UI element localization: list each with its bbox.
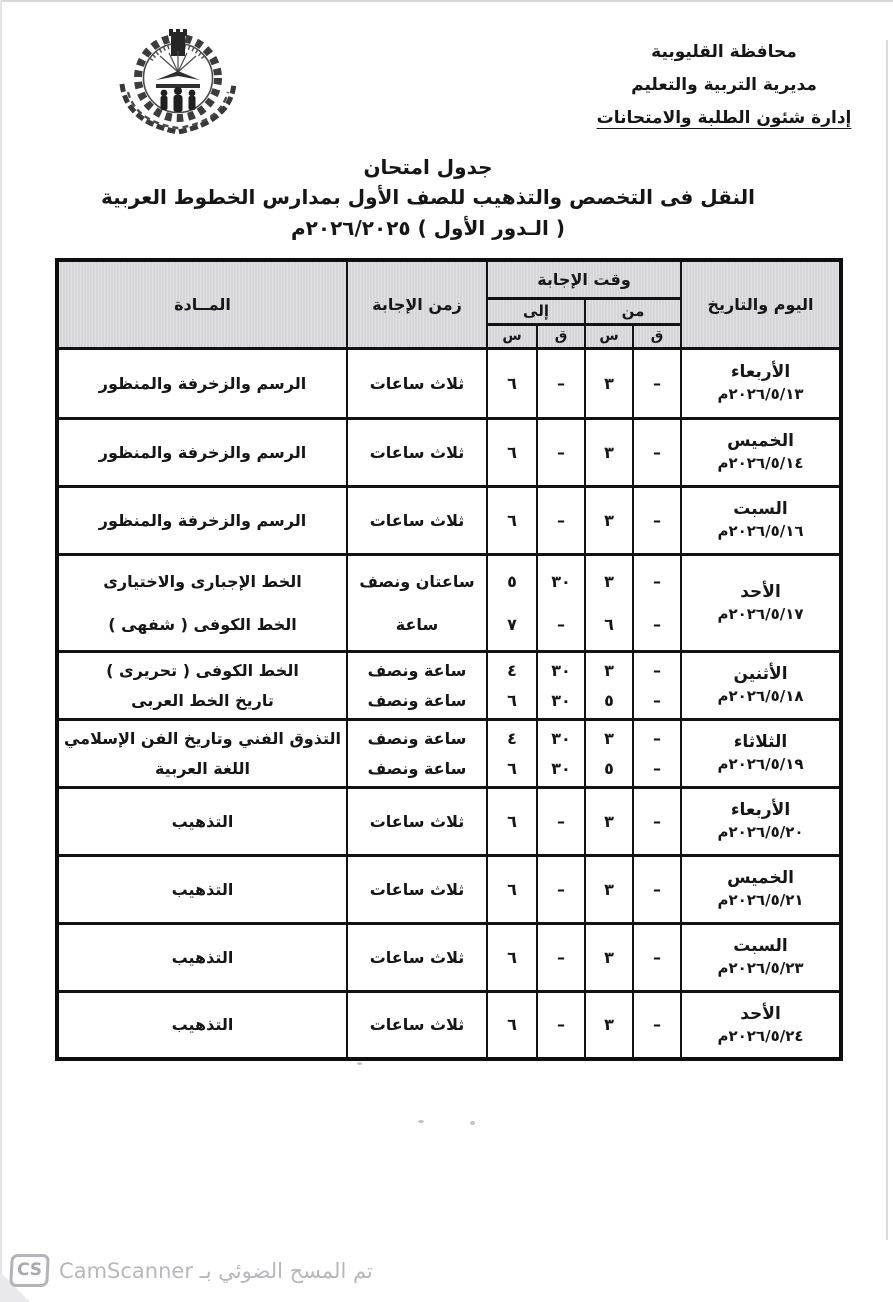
- from-hours-cell: [585, 651, 633, 719]
- day-date-cell: [681, 991, 841, 1059]
- from-hours-cell: [585, 418, 633, 486]
- schedule-header: [57, 260, 841, 348]
- from-minutes-cell-line: –: [653, 690, 661, 710]
- day-date: ٢٠٢٦/٥/١٧م: [717, 604, 804, 623]
- to-minutes-cell: [537, 348, 585, 418]
- duration-cell-line: ثلاث ساعات: [369, 947, 465, 967]
- from-minutes-cell: [633, 418, 681, 486]
- day-date-cell: [681, 554, 841, 651]
- from-minutes-cell: [633, 855, 681, 923]
- to-minutes-cell-line: –: [557, 811, 565, 831]
- duration-cell: [347, 418, 487, 486]
- title-line-exam-schedule: جدول امتحان: [363, 155, 493, 179]
- day-date: ٢٠٢٦/٥/٢٠م: [717, 823, 804, 841]
- to-minutes-cell-line: –: [557, 614, 565, 634]
- to-hours-cell-line: ٦: [507, 1015, 517, 1035]
- scan-edge-right: [886, 40, 888, 1240]
- table-row: [57, 923, 841, 991]
- subject-cell-line: الخط الكوفى ( شفهى ): [108, 614, 297, 634]
- to-minutes-cell-line: ٣٠: [551, 728, 571, 748]
- to-hours-cell-line: ٦: [507, 442, 517, 462]
- subject-cell-line: الخط الإجبارى والاختيارى: [103, 571, 302, 591]
- to-hours-cell: [487, 348, 537, 418]
- from-hours-cell-line: ٣: [604, 571, 614, 591]
- to-minutes-cell-line: ٣٠: [551, 660, 571, 680]
- day-date-cell: [681, 651, 841, 719]
- to-minutes-header: ق: [537, 324, 585, 348]
- table-row: [57, 991, 841, 1059]
- to-minutes-cell-line: –: [557, 1015, 565, 1035]
- to-header: إلى: [487, 298, 585, 324]
- to-hours-cell: [487, 787, 537, 855]
- from-minutes-cell: [633, 348, 681, 418]
- to-minutes-cell-line: –: [557, 510, 565, 530]
- day-name: الخميس: [727, 868, 794, 888]
- from-minutes-cell-line: –: [653, 1015, 661, 1035]
- from-hours-cell-line: ٣: [604, 811, 614, 831]
- table-row: [57, 855, 841, 923]
- from-header: من: [585, 298, 681, 324]
- from-minutes-cell: [633, 719, 681, 787]
- duration-cell-line: ساعة ونصف: [367, 758, 467, 778]
- subject-cell-line: اللغة العربية: [154, 758, 251, 778]
- to-hours-cell-line: ٦: [507, 690, 517, 710]
- day-date: ٢٠٢٦/٥/٢١م: [717, 891, 804, 909]
- answer-time-header: وقت الإجابة: [487, 260, 681, 298]
- subject-cell: [57, 923, 347, 991]
- day-date: ٢٠٢٦/٥/١٣م: [717, 385, 804, 403]
- subject-cell: [57, 719, 347, 787]
- from-hours-cell: [585, 787, 633, 855]
- subject-cell-line: الرسم والزخرفة والمنظور: [98, 373, 307, 393]
- emblem-graphic: [106, 26, 250, 144]
- subject-cell-line: الرسم والزخرفة والمنظور: [98, 510, 307, 530]
- duration-cell-line: ثلاث ساعات: [369, 510, 465, 530]
- subject-cell-line: الخط الكوفى ( تحريرى ): [106, 660, 299, 680]
- table-row: [57, 348, 841, 418]
- day-date: ٢٠٢٦/٥/١٨م: [717, 687, 804, 705]
- schedule-table-body: [57, 348, 841, 1059]
- from-hours-cell-line: ٣: [604, 660, 614, 680]
- day-name: الأثنين: [733, 664, 788, 684]
- subject-cell: [57, 554, 347, 651]
- day-date-cell: [681, 923, 841, 991]
- to-minutes-cell: [537, 923, 585, 991]
- subject-cell-line: التذوق الفني وتاريخ الفن الإسلامي: [63, 728, 341, 748]
- from-hours-cell-line: ٥: [604, 690, 614, 710]
- duration-cell-line: ثلاث ساعات: [369, 1015, 465, 1035]
- to-minutes-cell-line: ٣٠: [551, 571, 571, 591]
- to-minutes-cell: [537, 651, 585, 719]
- from-hours-cell: [585, 719, 633, 787]
- table-row: [57, 787, 841, 855]
- day-name: الخميس: [727, 431, 794, 451]
- from-minutes-cell-line: –: [653, 879, 661, 899]
- from-hours-cell-line: ٣: [604, 879, 614, 899]
- from-hours-cell: [585, 348, 633, 418]
- from-minutes-cell-line: –: [653, 947, 661, 967]
- header-row-1: [57, 260, 841, 298]
- duration-cell-line: ثلاث ساعات: [369, 811, 465, 831]
- from-hours-cell-line: ٣: [604, 373, 614, 393]
- to-hours-cell-line: ٥: [507, 571, 517, 591]
- org-header: [569, 36, 879, 135]
- day-date: ٢٠٢٦/٥/٢٣م: [717, 959, 804, 977]
- to-hours-cell: [487, 719, 537, 787]
- day-date-cell: [681, 855, 841, 923]
- to-hours-cell-line: ٦: [507, 879, 517, 899]
- from-minutes-cell: [633, 787, 681, 855]
- to-minutes-cell-line: –: [557, 373, 565, 393]
- duration-cell-line: ساعة ونصف: [367, 690, 467, 710]
- subject-cell: [57, 486, 347, 554]
- to-minutes-cell: [537, 486, 585, 554]
- day-name: الأحد: [740, 1003, 781, 1024]
- day-name: الأربعاء: [730, 800, 791, 820]
- to-minutes-cell-line: –: [557, 442, 565, 462]
- day-name: الأربعاء: [730, 362, 791, 382]
- subject-header: المــادة: [57, 260, 347, 348]
- to-minutes-cell: [537, 719, 585, 787]
- to-hours-cell: [487, 991, 537, 1059]
- to-minutes-cell: [537, 991, 585, 1059]
- duration-cell-line: ساعة ونصف: [367, 660, 467, 680]
- from-hours-cell-line: ٥: [604, 758, 614, 778]
- subject-cell: [57, 651, 347, 719]
- day-date: ٢٠٢٦/٥/١٦م: [717, 522, 804, 540]
- duration-header: زمن الإجابة: [347, 260, 487, 348]
- to-hours-header: س: [487, 324, 537, 348]
- subject-cell-line: التذهيب: [171, 1015, 234, 1035]
- from-minutes-cell-line: –: [653, 660, 661, 680]
- duration-cell: [347, 787, 487, 855]
- subject-cell: [57, 348, 347, 418]
- document-title: [48, 152, 808, 244]
- from-minutes-cell-line: –: [653, 614, 661, 634]
- to-hours-cell: [487, 855, 537, 923]
- duration-cell: [347, 651, 487, 719]
- day-name: السبت: [733, 499, 788, 519]
- scan-edge-left: [0, 0, 2, 1302]
- camscanner-watermark: [10, 1254, 373, 1287]
- to-hours-cell: [487, 554, 537, 651]
- from-minutes-cell: [633, 923, 681, 991]
- table-row: [57, 651, 841, 719]
- camscanner-text: تم المسح الضوئي بـ CamScanner: [59, 1258, 373, 1283]
- duration-cell: [347, 486, 487, 554]
- to-minutes-cell: [537, 787, 585, 855]
- day-name: السبت: [733, 936, 788, 956]
- to-hours-cell-line: ٦: [507, 510, 517, 530]
- subject-cell-line: تاريخ الخط العربى: [131, 690, 274, 710]
- from-hours-cell-line: ٦: [604, 614, 614, 634]
- to-hours-cell: [487, 923, 537, 991]
- subject-cell-line: التذهيب: [171, 947, 234, 967]
- day-date-cell: [681, 787, 841, 855]
- from-hours-cell-line: ٣: [604, 1015, 614, 1035]
- education-emblem-logo: [106, 26, 250, 144]
- from-hours-cell: [585, 923, 633, 991]
- duration-cell: [347, 923, 487, 991]
- duration-cell-line: ساعتان ونصف: [359, 571, 475, 591]
- table-row: [57, 719, 841, 787]
- duration-cell-line: ساعة ونصف: [367, 728, 467, 748]
- subject-cell: [57, 855, 347, 923]
- from-minutes-cell: [633, 554, 681, 651]
- from-hours-cell-line: ٣: [604, 947, 614, 967]
- to-minutes-cell-line: –: [557, 879, 565, 899]
- from-minutes-cell: [633, 486, 681, 554]
- day-date-cell: [681, 486, 841, 554]
- from-minutes-cell-line: –: [653, 811, 661, 831]
- from-hours-cell: [585, 554, 633, 651]
- from-minutes-cell: [633, 991, 681, 1059]
- duration-cell-line: ثلاث ساعات: [369, 879, 465, 899]
- from-hours-cell-line: ٣: [604, 728, 614, 748]
- camscanner-badge-icon: CS: [9, 1254, 50, 1287]
- from-minutes-cell-line: –: [653, 571, 661, 591]
- day-date-cell: [681, 348, 841, 418]
- day-date-cell: [681, 719, 841, 787]
- from-minutes-cell: [633, 651, 681, 719]
- subject-cell-line: التذهيب: [171, 879, 234, 899]
- from-minutes-header: ق: [633, 324, 681, 348]
- title-line-description: النقل فى التخصص والتذهيب للصف الأول بمدارس الخطوط العربية: [100, 185, 756, 209]
- org-line-governorate: محافظة القليوبية: [651, 42, 797, 62]
- to-hours-cell: [487, 486, 537, 554]
- duration-cell: [347, 554, 487, 651]
- scan-edge-top: [0, 0, 893, 2]
- from-minutes-cell-line: –: [653, 728, 661, 748]
- to-hours-cell-line: ٦: [507, 758, 517, 778]
- to-hours-cell: [487, 418, 537, 486]
- scan-artifact: [470, 1121, 475, 1125]
- subject-cell: [57, 418, 347, 486]
- subject-cell-line: التذهيب: [171, 811, 234, 831]
- to-hours-cell-line: ٧: [507, 614, 517, 634]
- org-line-directorate: مديرية التربية والتعليم: [631, 75, 817, 95]
- day-date-header: اليوم والتاريخ: [681, 260, 841, 348]
- to-hours-cell-line: ٦: [507, 811, 517, 831]
- title-line-round-year: ( الـدور الأول ) ٢٠٢٦/٢٠٢٥م: [290, 216, 565, 240]
- table-row: [57, 554, 841, 651]
- duration-cell: [347, 719, 487, 787]
- day-date-cell: [681, 418, 841, 486]
- to-hours-cell: [487, 651, 537, 719]
- duration-cell-line: ثلاث ساعات: [369, 442, 465, 462]
- to-minutes-cell-line: –: [557, 947, 565, 967]
- scan-artifact: [418, 1120, 424, 1123]
- from-minutes-cell-line: –: [653, 373, 661, 393]
- from-minutes-cell-line: –: [653, 510, 661, 530]
- duration-cell: [347, 855, 487, 923]
- to-minutes-cell-line: ٣٠: [551, 690, 571, 710]
- duration-cell: [347, 348, 487, 418]
- org-line-department: إدارة شئون الطلبة والامتحانات: [596, 108, 852, 128]
- from-hours-cell-line: ٣: [604, 510, 614, 530]
- day-date: ٢٠٢٦/٥/٢٤م: [717, 1026, 804, 1045]
- from-hours-cell: [585, 991, 633, 1059]
- duration-cell: [347, 991, 487, 1059]
- to-minutes-cell: [537, 418, 585, 486]
- day-date: ٢٠٢٦/٥/١٤م: [717, 454, 804, 472]
- duration-cell-line: ساعة: [395, 614, 439, 634]
- subject-cell: [57, 787, 347, 855]
- table-row: [57, 418, 841, 486]
- subject-cell: [57, 991, 347, 1059]
- scan-artifact: [357, 1062, 362, 1065]
- subject-cell-line: الرسم والزخرفة والمنظور: [98, 442, 307, 462]
- to-hours-cell-line: ٦: [507, 373, 517, 393]
- table-row: [57, 486, 841, 554]
- to-hours-cell-line: ٦: [507, 947, 517, 967]
- to-minutes-cell: [537, 855, 585, 923]
- to-minutes-cell: [537, 554, 585, 651]
- to-hours-cell-line: ٤: [507, 728, 517, 748]
- from-minutes-cell-line: –: [653, 758, 661, 778]
- duration-cell-line: ثلاث ساعات: [369, 373, 465, 393]
- day-date: ٢٠٢٦/٥/١٩م: [717, 755, 804, 773]
- exam-schedule-table: [55, 258, 843, 1061]
- from-hours-header: س: [585, 324, 633, 348]
- from-minutes-cell-line: –: [653, 442, 661, 462]
- to-hours-cell-line: ٤: [507, 660, 517, 680]
- from-hours-cell: [585, 486, 633, 554]
- day-name: الثلاثاء: [733, 732, 788, 752]
- to-minutes-cell-line: ٣٠: [551, 758, 571, 778]
- from-hours-cell: [585, 855, 633, 923]
- from-hours-cell-line: ٣: [604, 442, 614, 462]
- day-name: الأحد: [740, 581, 781, 602]
